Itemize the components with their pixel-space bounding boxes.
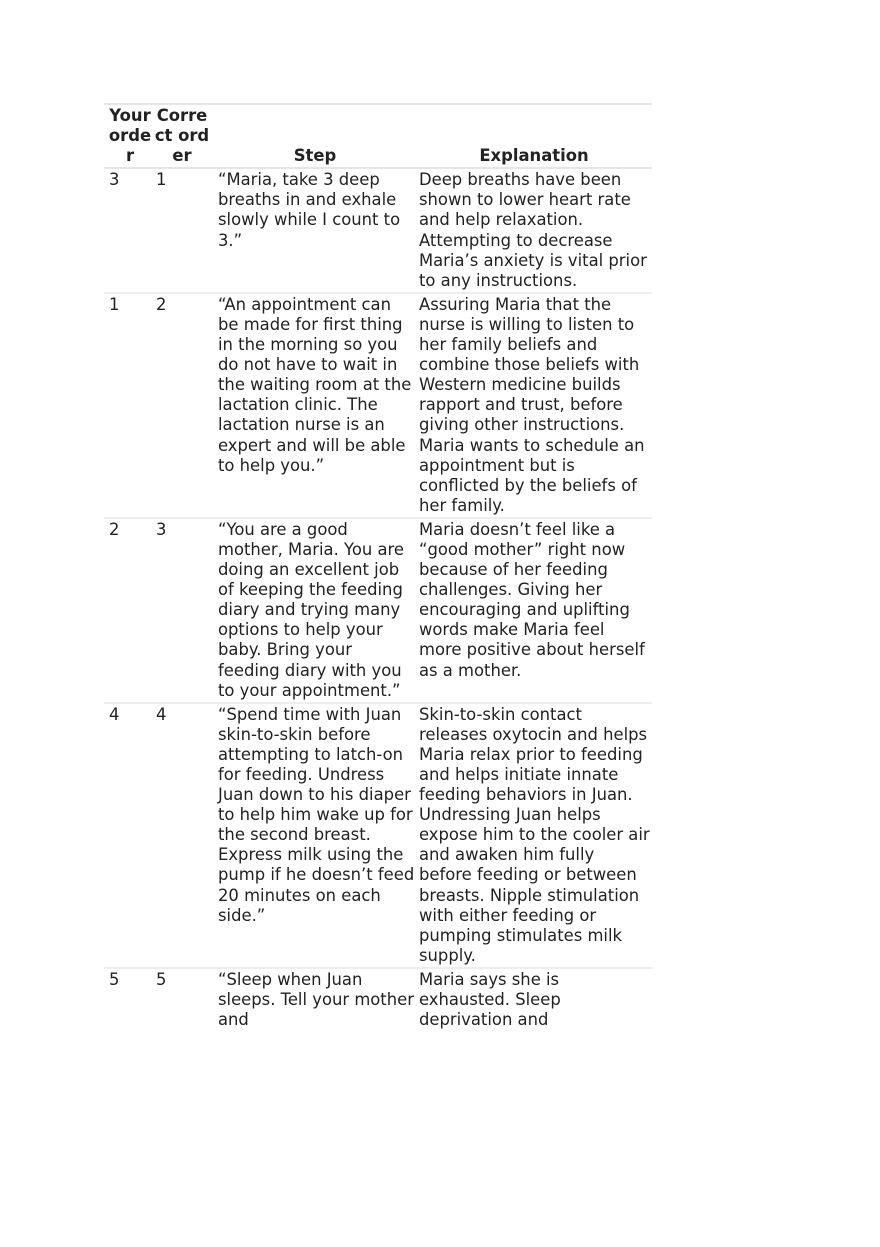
step-cell: “You are a good mother, Maria. You are doing an excellent job of keeping the feeding diary and trying many options to help your baby. Bring your feeding diary with you to your appointment.” [218, 519, 404, 700]
correct-order-cell: 5 [156, 969, 167, 989]
document-page [104, 103, 652, 1031]
correct-order-cell: 4 [156, 704, 167, 724]
step-cell: “Maria, take 3 deep breaths in and exhale slowly while I count to 3.” [218, 170, 401, 250]
table-row [104, 518, 652, 703]
step-cell: “Spend time with Juan skin-to-skin before attempting to latch-on for feeding. Undress Juan down to his diaper to help him wake up for the second breast. Express milk using the pump if he doesn’t feed 20 minutes on each side.” [218, 704, 415, 925]
table-row [104, 293, 652, 518]
correct-order-cell: 3 [156, 519, 167, 539]
header-row [104, 104, 652, 168]
order-steps-table [104, 103, 652, 1031]
step-cell: “Sleep when Juan sleeps. Tell your mother and [218, 969, 414, 1030]
table-row [104, 703, 652, 968]
header-correct-order: Correct order [154, 106, 210, 166]
explanation-cell: Deep breaths have been shown to lower heart rate and help relaxation. Attempting to decrease Maria’s anxiety is vital prior to any instructions. [419, 170, 647, 290]
correct-order-cell: 2 [156, 294, 167, 314]
explanation-cell: Maria says she is exhausted. Sleep deprivation and [419, 969, 561, 1030]
explanation-cell: Assuring Maria that the nurse is willing to listen to her family beliefs and combine those beliefs with Western medicine builds rapport and trust, before giving other instructions. Maria wants to schedule an appointment but is conflicted by the beliefs of her family. [419, 294, 645, 515]
header-your-order: Your order [108, 106, 152, 166]
your-order-cell: 4 [109, 704, 120, 724]
table-header [104, 104, 652, 168]
step-cell: “An appointment can be made for first thing in the morning so you do not have to wait in the waiting room at the lactation clinic. The lactation nurse is an expert and will be able to help you.” [218, 294, 412, 475]
table-body [104, 168, 652, 1031]
your-order-cell: 5 [109, 969, 120, 989]
explanation-cell: Skin-to-skin contact releases oxytocin and helps Maria relax prior to feeding and helps initiate innate feeding behaviors in Juan. Undressing Juan helps expose him to the cooler air and awaken him fully before feeding or between breasts. Nipple stimulation with either feeding or pumping stimulates milk supply. [419, 704, 650, 965]
header-step: Step [293, 146, 337, 166]
your-order-cell: 3 [109, 170, 120, 190]
your-order-cell: 2 [109, 519, 120, 539]
table-row [104, 968, 652, 1031]
table-row [104, 168, 652, 293]
correct-order-cell: 1 [156, 170, 167, 190]
your-order-cell: 1 [109, 294, 120, 314]
header-explanation: Explanation [479, 146, 589, 166]
explanation-cell: Maria doesn’t feel like a “good mother” right now because of her feeding challenges. Giving her encouraging and uplifting words make Maria feel more positive about herself as a mother. [419, 519, 645, 680]
